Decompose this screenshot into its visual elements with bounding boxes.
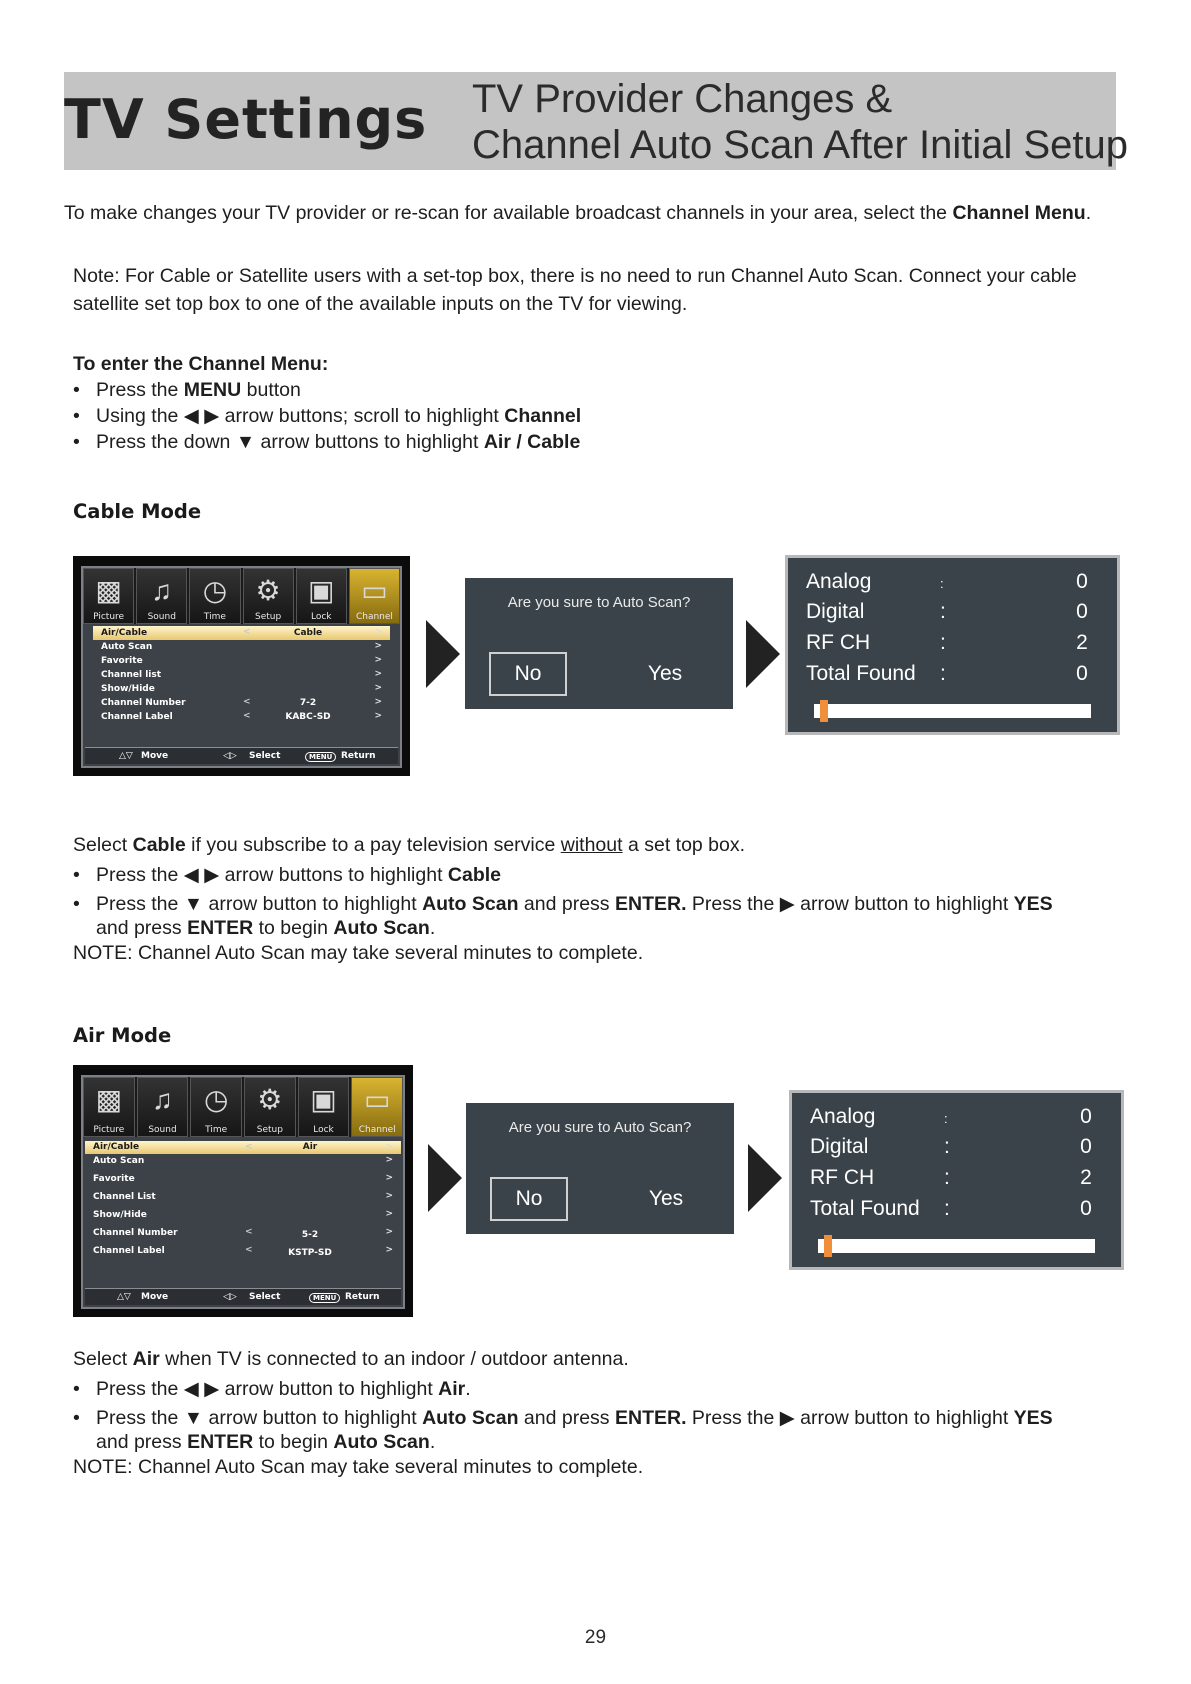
- subtitle-line-1: TV Provider Changes &: [472, 77, 893, 121]
- menu-row-channel-number: Channel Number < 5-2 >: [93, 1227, 393, 1240]
- menu-row-channel-list: Channel List >: [93, 1191, 393, 1202]
- cable-instructions: [73, 832, 1053, 966]
- dialog-question: Are you sure to Auto Scan?: [507, 594, 691, 611]
- progress-knob: [824, 1235, 832, 1257]
- menu-row-channel-label: Channel Label < KSTP-SD >: [93, 1245, 393, 1258]
- menu-rows: [85, 1141, 401, 1262]
- picture-tab-icon: ▩ Picture: [83, 1077, 135, 1137]
- air-instructions: [73, 1346, 1053, 1480]
- yes-button[interactable]: Yes: [647, 662, 683, 685]
- menu-tabs: [83, 1077, 403, 1137]
- menu-tabs: [83, 568, 400, 624]
- scan-row-analog: Analog : 0: [810, 1105, 1092, 1128]
- sound-tab-icon: ♫ Sound: [137, 1077, 189, 1137]
- scan-row-total-found: Total Found : 0: [806, 662, 1088, 685]
- arrow-right-icon: [426, 620, 460, 688]
- lock-tab-icon: ▣ Lock: [298, 1077, 350, 1137]
- lock-tab-icon: ▣ Lock: [296, 568, 347, 624]
- list-item: • Using the ◀ ▶ arrow buttons; scroll to highlight Channel: [73, 403, 581, 429]
- page-number: 29: [584, 1627, 607, 1648]
- channel-tab-icon: ▭ Channel: [351, 1077, 403, 1137]
- enter-menu-steps: [73, 377, 581, 455]
- scan-progress-bar: [814, 704, 1091, 718]
- air-description: Select Air when TV is connected to an indoor / outdoor antenna.: [73, 1348, 629, 1370]
- time-tab-icon: ◷ Time: [189, 568, 240, 624]
- menu-row-show-hide: Show/Hide >: [93, 1209, 393, 1220]
- cable-description: Select Cable if you subscribe to a pay television service without a set top box.: [73, 834, 746, 856]
- list-item: • Press the ◀ ▶ arrow button to highlight Air.: [73, 1376, 1053, 1402]
- menu-footer: △▽ Move ◁▷ Select MENU Return: [85, 1288, 401, 1305]
- cable-menu-screenshot: [73, 556, 410, 776]
- scan-row-digital: Digital : 0: [810, 1135, 1092, 1158]
- time-tab-icon: ◷ Time: [190, 1077, 242, 1137]
- menu-key-icon: MENU: [305, 752, 336, 762]
- air-menu-screenshot: [73, 1065, 413, 1317]
- no-button[interactable]: No: [490, 1177, 568, 1221]
- cable-mode-heading: Cable Mode: [73, 500, 202, 523]
- setup-tab-icon: ⚙ Setup: [243, 568, 294, 624]
- menu-key-icon: MENU: [309, 1293, 340, 1303]
- list-item: • Press the ▼ arrow button to highlight Auto Scan and press ENTER. Press the ▶ arrow button to highlight YES and press ENTER to begin Auto Scan.: [73, 892, 1053, 940]
- menu-row-air-cable: Air/Cable < Cable >: [93, 626, 390, 640]
- scan-row-rf-ch: RF CH : 2: [806, 631, 1088, 654]
- sound-tab-icon: ♫ Sound: [136, 568, 187, 624]
- list-item: • Press the MENU button: [73, 377, 581, 403]
- menu-row-auto-scan: Auto Scan >: [101, 641, 382, 652]
- list-item: • Press the down ▼ arrow buttons to highlight Air / Cable: [73, 429, 581, 455]
- picture-tab-icon: ▩ Picture: [83, 568, 134, 624]
- select-icon: ◁▷: [223, 751, 237, 761]
- arrow-right-icon: [748, 1144, 782, 1212]
- scan-row-total-found: Total Found : 0: [810, 1197, 1092, 1220]
- menu-row-channel-label: Channel Label < KABC-SD >: [101, 711, 382, 722]
- channel-tab-icon: ▭ Channel: [349, 568, 400, 624]
- cable-auto-scan-dialog: [465, 578, 733, 709]
- setup-note: Note: For Cable or Satellite users with a set-top box, there is no need to run Channel Auto Scan. Connect your cable satellite set top box to one of the available inputs on the TV for viewing.: [73, 265, 1077, 315]
- menu-footer: △▽ Move ◁▷ Select MENU Return: [85, 747, 398, 764]
- arrow-right-icon: [428, 1144, 462, 1212]
- dialog-question: Are you sure to Auto Scan?: [508, 1119, 692, 1136]
- air-note: NOTE: Channel Auto Scan may take several minutes to complete.: [73, 1456, 644, 1478]
- subtitle-line-2: Channel Auto Scan After Initial Setup: [472, 123, 1128, 167]
- intro-text: To make changes your TV provider or re-scan for available broadcast channels in your area, select the Channel Menu.: [64, 202, 1092, 224]
- list-item: • Press the ▼ arrow button to highlight Auto Scan and press ENTER. Press the ▶ arrow button to highlight YES and press ENTER to begin Auto Scan.: [73, 1406, 1053, 1454]
- air-mode-heading: Air Mode: [73, 1024, 172, 1047]
- yes-button[interactable]: Yes: [648, 1187, 684, 1210]
- page-title: TV Settings: [64, 88, 428, 151]
- enter-menu-heading: To enter the Channel Menu:: [73, 353, 329, 375]
- menu-row-auto-scan: Auto Scan >: [93, 1155, 393, 1166]
- menu-row-air-cable: Air/Cable < Air >: [85, 1141, 401, 1154]
- menu-row-show-hide: Show/Hide >: [101, 683, 382, 694]
- move-icon: △▽: [117, 1292, 131, 1302]
- scan-progress-bar: [818, 1239, 1095, 1253]
- setup-tab-icon: ⚙ Setup: [244, 1077, 296, 1137]
- no-button[interactable]: No: [489, 652, 567, 696]
- air-auto-scan-dialog: [466, 1103, 734, 1234]
- progress-knob: [820, 700, 828, 722]
- menu-row-channel-list: Channel list >: [101, 669, 382, 680]
- menu-rows: [93, 626, 390, 724]
- menu-row-channel-number: Channel Number < 7-2 >: [101, 697, 382, 708]
- list-item: • Press the ◀ ▶ arrow buttons to highlight Cable: [73, 862, 1053, 888]
- scan-row-analog: Analog : 0: [806, 570, 1088, 593]
- cable-scan-status: [785, 555, 1120, 735]
- menu-row-favorite: Favorite >: [93, 1173, 393, 1184]
- page-subtitle: [472, 76, 1128, 168]
- select-icon: ◁▷: [223, 1292, 237, 1302]
- air-scan-status: [789, 1090, 1124, 1270]
- arrow-right-icon: [746, 620, 780, 688]
- scan-row-rf-ch: RF CH : 2: [810, 1166, 1092, 1189]
- enter-menu-section: [73, 351, 581, 455]
- menu-row-favorite: Favorite >: [101, 655, 382, 666]
- scan-row-digital: Digital : 0: [806, 600, 1088, 623]
- cable-note: NOTE: Channel Auto Scan may take several minutes to complete.: [73, 942, 644, 964]
- move-icon: △▽: [119, 751, 133, 761]
